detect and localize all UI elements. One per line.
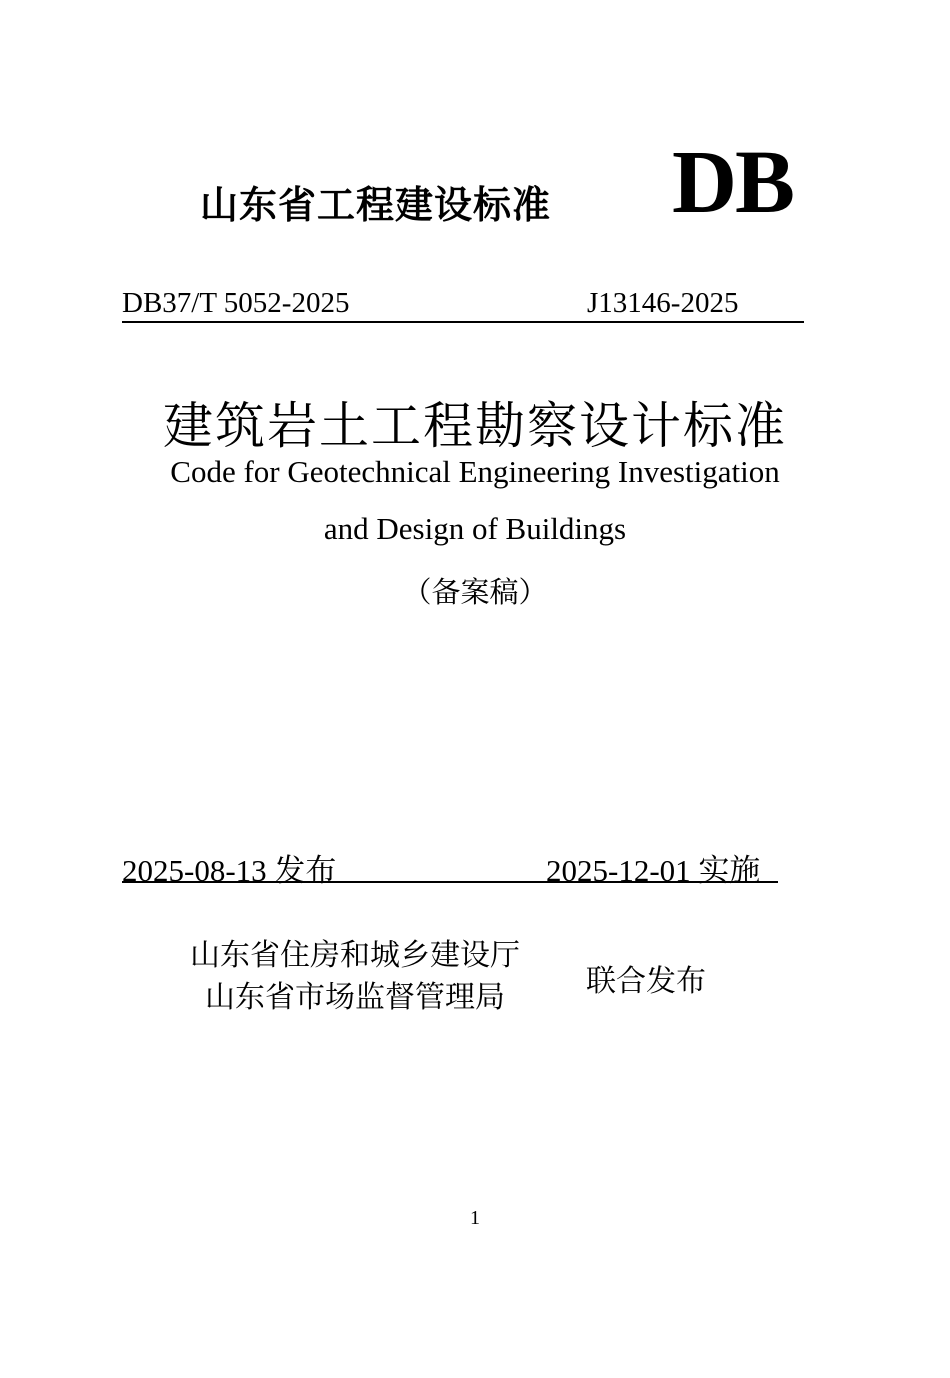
date-line: [122, 845, 778, 888]
title-english-line2: and Design of Buildings: [323, 511, 627, 546]
issuer-housing-department: 山东省住房和城乡建设厅: [190, 938, 520, 973]
draft-status: （备案稿）: [402, 575, 548, 609]
title-chinese: 建筑岩土工程勘察设计标准: [163, 397, 787, 455]
publish-date: 2025-08-13 发布: [122, 853, 337, 888]
standard-mark: DB: [672, 133, 794, 232]
title-english-line1: Code for Geotechnical Engineering Investigation: [170, 454, 780, 489]
issuing-organizations: [190, 935, 520, 1019]
implement-date: 2025-12-01 实施: [546, 853, 761, 888]
page-number: 1: [470, 1207, 480, 1229]
record-number: J13146-2025: [587, 287, 739, 319]
issuer-market-bureau: 山东省市场监督管理局: [205, 980, 505, 1015]
standard-number: DB37/T 5052-2025: [122, 287, 350, 319]
standard-category: 山东省工程建设标准: [200, 183, 552, 227]
joint-issue-label: 联合发布: [586, 964, 706, 999]
code-line: [122, 287, 804, 323]
